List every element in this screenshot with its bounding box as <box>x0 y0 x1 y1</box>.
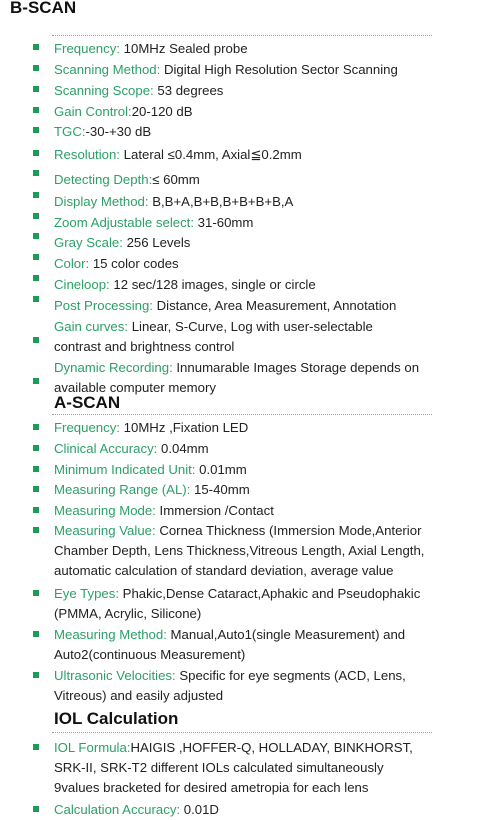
bullet-icon <box>33 744 39 750</box>
spec-value: Linear, S-Curve, Log with user-selectable <box>128 319 373 334</box>
spec-value: 31-60mm <box>194 215 254 230</box>
spec-value: Phakic,Dense Cataract,Aphakic and Pseudophakic <box>119 586 421 601</box>
spec-value: 12 sec/128 images, single or circle <box>109 277 316 292</box>
bullet-icon <box>33 337 39 343</box>
spec-item <box>54 192 472 212</box>
iol-divider <box>52 732 432 733</box>
bullet-icon <box>33 107 39 113</box>
spec-item <box>54 254 472 274</box>
spec-value: Lateral ≤0.4mm, Axial≦0.2mm <box>119 147 302 162</box>
spec-value-continuation: Vitreous) and easily adjusted <box>54 688 224 703</box>
spec-value: B,B+A,B+B,B+B+B+B,A <box>148 194 294 209</box>
spec-value-continuation: available computer memory <box>54 380 216 395</box>
spec-item <box>54 738 472 798</box>
bullet-icon <box>33 378 39 384</box>
bullet-icon <box>33 65 39 71</box>
spec-value: 0.01D <box>180 802 219 817</box>
bullet-icon <box>33 672 39 678</box>
spec-value: 20-120 dB <box>131 104 193 119</box>
spec-value: Innumarable Images Storage depends on <box>172 360 420 375</box>
spec-label: Gain Control: <box>54 104 132 119</box>
spec-item <box>54 460 472 480</box>
bullet-icon <box>33 590 39 596</box>
spec-item <box>54 358 472 398</box>
spec-value-continuation: Auto2(continuous Measurement) <box>54 647 246 662</box>
spec-item <box>54 233 472 253</box>
spec-value-continuation: automatic calculation of standard deviation, average value <box>54 563 394 578</box>
spec-value: 0.01mm <box>195 462 247 477</box>
spec-label: Display Method: <box>54 194 149 209</box>
spec-item <box>54 800 472 820</box>
spec-label: Measuring Method: <box>54 627 167 642</box>
spec-item <box>54 81 472 101</box>
bullet-icon <box>33 44 39 50</box>
iol-calculation-heading: IOL Calculation <box>54 709 179 728</box>
spec-item <box>54 501 472 521</box>
spec-item <box>54 317 472 357</box>
spec-label: Scanning Scope: <box>54 83 154 98</box>
spec-value-continuation: 9values bracketed for desired ametropia for each lens <box>54 780 369 795</box>
spec-label: Post Processing: <box>54 298 153 313</box>
spec-label: Measuring Range (AL): <box>54 482 191 497</box>
spec-item <box>54 275 472 295</box>
bullet-icon <box>33 296 39 302</box>
spec-label: Measuring Mode: <box>54 503 156 518</box>
bullet-icon <box>33 86 39 92</box>
spec-item <box>54 39 472 59</box>
spec-label: Gain curves: <box>54 319 129 334</box>
spec-label: Clinical Accuracy: <box>54 441 158 456</box>
spec-value: Digital High Resolution Sector Scanning <box>160 62 398 77</box>
ascan-heading: A-SCAN <box>54 393 121 412</box>
spec-item <box>54 213 472 233</box>
spec-item <box>54 102 472 122</box>
spec-value: 10MHz ,Fixation LED <box>119 420 249 435</box>
spec-item <box>54 625 472 665</box>
bullet-icon <box>33 254 39 260</box>
spec-value: Specific for eye segments (ACD, Lens, <box>175 668 406 683</box>
spec-value: Distance, Area Measurement, Annotation <box>152 298 397 313</box>
spec-item <box>54 60 472 80</box>
spec-item <box>54 521 472 581</box>
spec-value: 15-40mm <box>190 482 250 497</box>
bullet-icon <box>33 445 39 451</box>
spec-item <box>54 418 472 438</box>
spec-value-continuation: Chamber Depth, Lens Thickness,Vitreous Length, Axial Length, <box>54 543 425 558</box>
spec-item <box>54 296 472 316</box>
spec-label: Frequency: <box>54 420 120 435</box>
ascan-divider <box>52 414 432 415</box>
bscan-divider <box>52 35 432 36</box>
spec-label: Zoom Adjustable select: <box>54 215 195 230</box>
spec-item <box>54 666 472 706</box>
bullet-icon <box>33 213 39 219</box>
spec-value: HAIGIS ,HOFFER-Q, HOLLADAY, BINKHORST, <box>130 740 413 755</box>
spec-value: -30-+30 dB <box>85 124 152 139</box>
spec-value: 15 color codes <box>89 256 179 271</box>
spec-label: IOL Formula: <box>54 740 131 755</box>
bullet-icon <box>33 507 39 513</box>
bscan-heading: B-SCAN <box>10 0 77 17</box>
spec-label: Color: <box>54 256 90 271</box>
spec-label: Detecting Depth: <box>54 172 153 187</box>
bullet-icon <box>33 192 39 198</box>
spec-value: 53 degrees <box>153 83 224 98</box>
spec-label: Cineloop: <box>54 277 110 292</box>
spec-label: Gray Scale: <box>54 235 123 250</box>
spec-item <box>54 170 472 190</box>
bullet-icon <box>33 424 39 430</box>
spec-label: Ultrasonic Velocities: <box>54 668 176 683</box>
bullet-icon <box>33 233 39 239</box>
spec-value-continuation: SRK-II, SRK-T2 different IOLs calculated simultaneously <box>54 760 384 775</box>
spec-value: 0.04mm <box>157 441 209 456</box>
bullet-icon <box>33 631 39 637</box>
spec-value: Cornea Thickness (Immersion Mode,Anterior <box>155 523 422 538</box>
spec-value: 256 Levels <box>122 235 191 250</box>
spec-label: Measuring Value: <box>54 523 156 538</box>
spec-item <box>54 145 472 165</box>
bullet-icon <box>33 527 39 533</box>
spec-label: Calculation Accuracy: <box>54 802 181 817</box>
spec-label: TGC: <box>54 124 86 139</box>
spec-value-continuation: contrast and brightness control <box>54 339 235 354</box>
spec-value: Immersion /Contact <box>155 503 274 518</box>
bullet-icon <box>33 170 39 176</box>
bullet-icon <box>33 486 39 492</box>
spec-value: ≤ 60mm <box>152 172 200 187</box>
bullet-icon <box>33 127 39 133</box>
spec-item <box>54 122 472 142</box>
spec-label: Eye Types: <box>54 586 119 601</box>
spec-item <box>54 439 472 459</box>
bullet-icon <box>33 150 39 156</box>
spec-item <box>54 480 472 500</box>
spec-label: Scanning Method: <box>54 62 161 77</box>
bullet-icon <box>33 466 39 472</box>
spec-item <box>54 584 472 624</box>
bullet-icon <box>33 806 39 812</box>
bullet-icon <box>33 275 39 281</box>
spec-value: 10MHz Sealed probe <box>119 41 248 56</box>
spec-label: Minimum Indicated Unit: <box>54 462 196 477</box>
spec-label: Resolution: <box>54 147 120 162</box>
spec-label: Dynamic Recording: <box>54 360 173 375</box>
spec-value-continuation: (PMMA, Acrylic, Silicone) <box>54 606 202 621</box>
spec-value: Manual,Auto1(single Measurement) and <box>166 627 406 642</box>
spec-label: Frequency: <box>54 41 120 56</box>
